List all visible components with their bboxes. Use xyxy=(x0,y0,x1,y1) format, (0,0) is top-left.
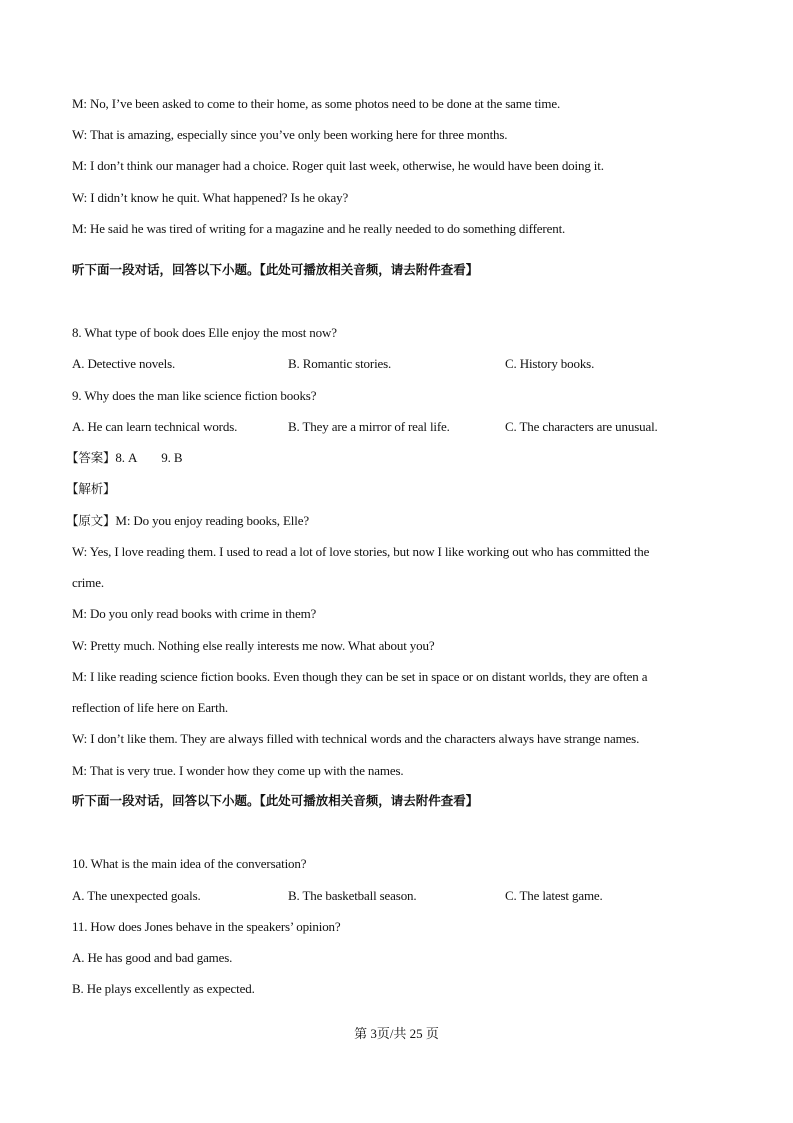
transcript-text: M: Do you enjoy reading books, Elle? xyxy=(115,513,309,528)
option-b: B. He plays excellently as expected. xyxy=(72,981,255,996)
transcript-line: crime. xyxy=(72,575,104,590)
transcript-first-line xyxy=(66,513,726,529)
dialogue-line: M: No, I’ve been asked to come to their home, as some photos need to be done at the same time. xyxy=(72,96,561,111)
option-b: B. Romantic stories. xyxy=(288,356,392,371)
dialogue-line: M: He said he was tired of writing for a magazine and he really needed to do something different. xyxy=(72,221,566,236)
dialogue-line: W: I didn’t know he quit. What happened? Is he okay? xyxy=(72,190,349,205)
option-a: A. Detective novels. xyxy=(72,356,176,371)
page-number: 第 3页/共 25 页 xyxy=(354,1026,439,1041)
question-8: 8. What type of book does Elle enjoy the most now? xyxy=(72,325,337,340)
transcript-line: W: Yes, I love reading them. I used to read a lot of love stories, but now I like working out who has committed the xyxy=(72,544,650,559)
transcript-line: W: I don’t like them. They are always filled with technical words and the characters always have strange names. xyxy=(72,731,640,746)
transcript-line: W: Pretty much. Nothing else really interests me now. What about you? xyxy=(72,638,435,653)
question-9: 9. Why does the man like science fiction books? xyxy=(72,388,317,403)
question-11: 11. How does Jones behave in the speakers’ opinion? xyxy=(72,919,341,934)
dialogue-line: W: That is amazing, especially since you’ve only been working here for three months. xyxy=(72,127,508,142)
transcript-label: 【原文】 xyxy=(66,513,116,528)
option-c: C. The characters are unusual. xyxy=(505,419,658,434)
transcript-line: M: I like reading science fiction books. Even though they can be set in space or on distant worlds, they are often a xyxy=(72,669,648,684)
section-header: 听下面一段对话，回答以下小题。【此处可播放相关音频，请去附件查看】 xyxy=(72,793,479,808)
transcript-line: M: Do you only read books with crime in them? xyxy=(72,606,317,621)
option-a: A. He has good and bad games. xyxy=(72,950,233,965)
transcript-line: M: That is very true. I wonder how they come up with the names. xyxy=(72,763,404,778)
option-a: A. The unexpected goals. xyxy=(72,888,201,903)
section-header: 听下面一段对话，回答以下小题。【此处可播放相关音频，请去附件查看】 xyxy=(72,262,479,277)
answer-line xyxy=(66,450,726,466)
option-a: A. He can learn technical words. xyxy=(72,419,238,434)
question-10: 10. What is the main idea of the conversation? xyxy=(72,856,307,871)
dialogue-line: M: I don’t think our manager had a choice. Roger quit last week, otherwise, he would have been doing it. xyxy=(72,158,604,173)
transcript-line: reflection of life here on Earth. xyxy=(72,700,229,715)
option-c: C. The latest game. xyxy=(505,888,603,903)
option-b: B. They are a mirror of real life. xyxy=(288,419,450,434)
option-c: C. History books. xyxy=(505,356,595,371)
option-b: B. The basketball season. xyxy=(288,888,417,903)
answer-value: 8. A 9. B xyxy=(115,450,183,465)
answer-label: 【答案】 xyxy=(66,450,116,465)
analysis-label: 【解析】 xyxy=(66,481,116,496)
